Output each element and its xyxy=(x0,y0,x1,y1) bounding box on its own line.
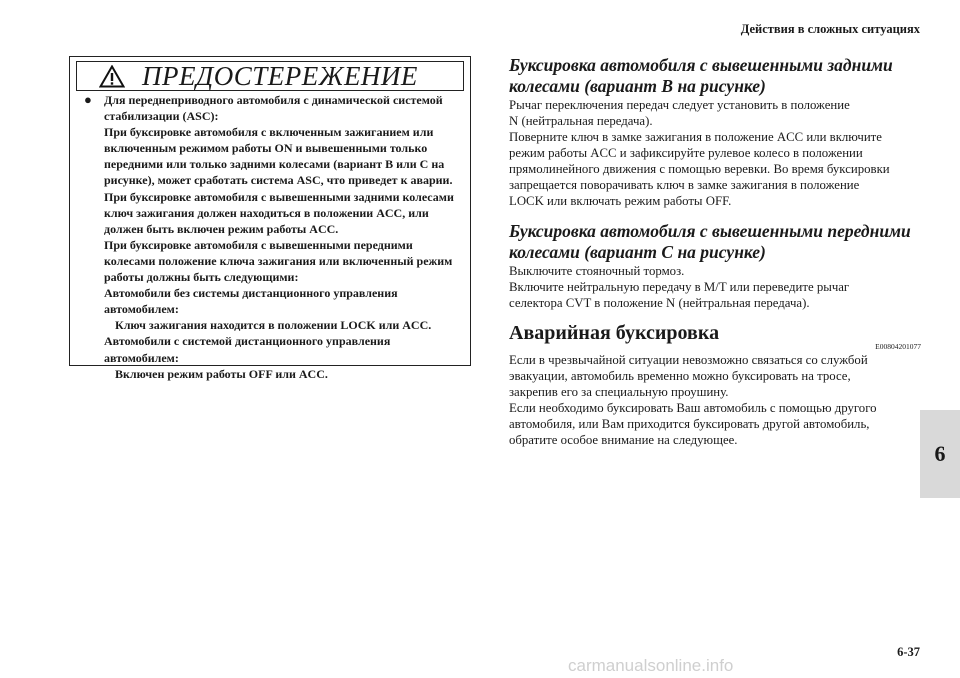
body-line: Если в чрезвычайной ситуации невозможно связаться со службой xyxy=(509,353,868,367)
bullet-marker: ● xyxy=(84,92,92,107)
warning-line: рисунке), может сработать система ASC, что приведет к аварии. xyxy=(104,173,453,188)
body-line: автомобиля, или Вам приходится буксировать другой автомобиль, xyxy=(509,417,870,431)
warning-line: работы должны быть следующими: xyxy=(104,270,299,285)
chapter-tab: 6 xyxy=(920,410,960,498)
page-number: 6-37 xyxy=(897,645,920,659)
warning-line: Автомобили без системы дистанционного управления xyxy=(104,286,398,301)
body-line: запрещается поворачивать ключ в замке зажигания в положение xyxy=(509,178,860,192)
section-title-front-lifted xyxy=(509,221,919,263)
warning-line: Автомобили с системой дистанционного управления xyxy=(104,334,391,349)
body-line: Поверните ключ в замке зажигания в положение ACC или включите xyxy=(509,130,882,144)
body-line: Выключите стояночный тормоз. xyxy=(509,264,685,278)
body-line: Рычаг переключения передач следует установить в положение xyxy=(509,98,850,112)
body-line: обратите особое внимание на следующее. xyxy=(509,433,738,447)
warning-line: Ключ зажигания находится в положении LOCK или ACC. xyxy=(115,318,432,333)
body-line: селектора CVT в положение N (нейтральная передача). xyxy=(509,296,810,310)
section-code: E00804201077 xyxy=(875,342,921,351)
body-line: эвакуации, автомобиль временно можно буксировать на тросе, xyxy=(509,369,851,383)
warning-line: стабилизации (ASC): xyxy=(104,109,219,124)
warning-line: ключ зажигания должен находиться в положении ACC, или xyxy=(104,205,429,220)
section-body-front-lifted xyxy=(509,263,919,311)
body-line: прямолинейного движения с помощью веревки. Во время буксировки xyxy=(509,162,890,176)
body-line: Включите нейтральную передачу в M/T или переведите рычаг xyxy=(509,280,850,294)
warning-line: При буксировке автомобиля с включенным зажиганием или xyxy=(104,125,434,140)
emergency-body xyxy=(509,352,919,448)
warning-line: Для переднеприводного автомобиля с динамической системой xyxy=(104,93,443,107)
right-column xyxy=(509,55,919,448)
page-header-title: Действия в сложных ситуациях xyxy=(740,22,920,36)
emergency-towing-heading: Аварийная буксировка xyxy=(509,322,720,344)
warning-line: колесами положение ключа зажигания или включенный режим xyxy=(104,253,453,268)
body-line: режим работы ACC и зафиксируйте рулевое колесо в положении xyxy=(509,146,863,160)
section-title-rear-lifted xyxy=(509,55,919,97)
warning-line: передними или только задними колесами (вариант В или С на xyxy=(104,157,445,172)
warning-line: автомобилем: xyxy=(104,350,179,365)
section-title-line: колесами (вариант В на рисунке) xyxy=(509,76,766,96)
body-line: N (нейтральная передача). xyxy=(509,114,653,128)
warning-triangle-icon xyxy=(99,65,125,88)
warning-line: При буксировке автомобиля с вывешенными задними колесами xyxy=(104,189,454,204)
body-line: LOCK или включать режим работы OFF. xyxy=(509,194,732,208)
warning-text xyxy=(104,92,468,382)
section-title-line: Буксировка автомобиля с вывешенными задними xyxy=(509,55,893,75)
warning-line: должен быть включен режим работы ACC. xyxy=(104,221,339,236)
section-body-rear-lifted xyxy=(509,97,919,209)
body-line: Если необходимо буксировать Ваш автомобиль с помощью другого xyxy=(509,401,877,415)
section-title-line: колесами (вариант С на рисунке) xyxy=(509,242,766,262)
warning-title: ПРЕДОСТЕРЕЖЕНИЕ xyxy=(142,61,418,91)
watermark: carmanualsonline.info xyxy=(568,656,734,675)
warning-box xyxy=(69,56,471,381)
warning-title-bar xyxy=(76,61,464,91)
warning-line: включенным режимом работы ON и вывешенными только xyxy=(104,141,428,156)
warning-line: автомобилем: xyxy=(104,302,179,317)
section-title-line: Буксировка автомобиля с вывешенными передними xyxy=(509,221,911,241)
body-line: закрепив его за специальную проушину. xyxy=(509,385,729,399)
warning-line: При буксировке автомобиля с вывешенными передними xyxy=(104,237,413,252)
warning-line: Включен режим работы OFF или ACC. xyxy=(115,366,328,381)
